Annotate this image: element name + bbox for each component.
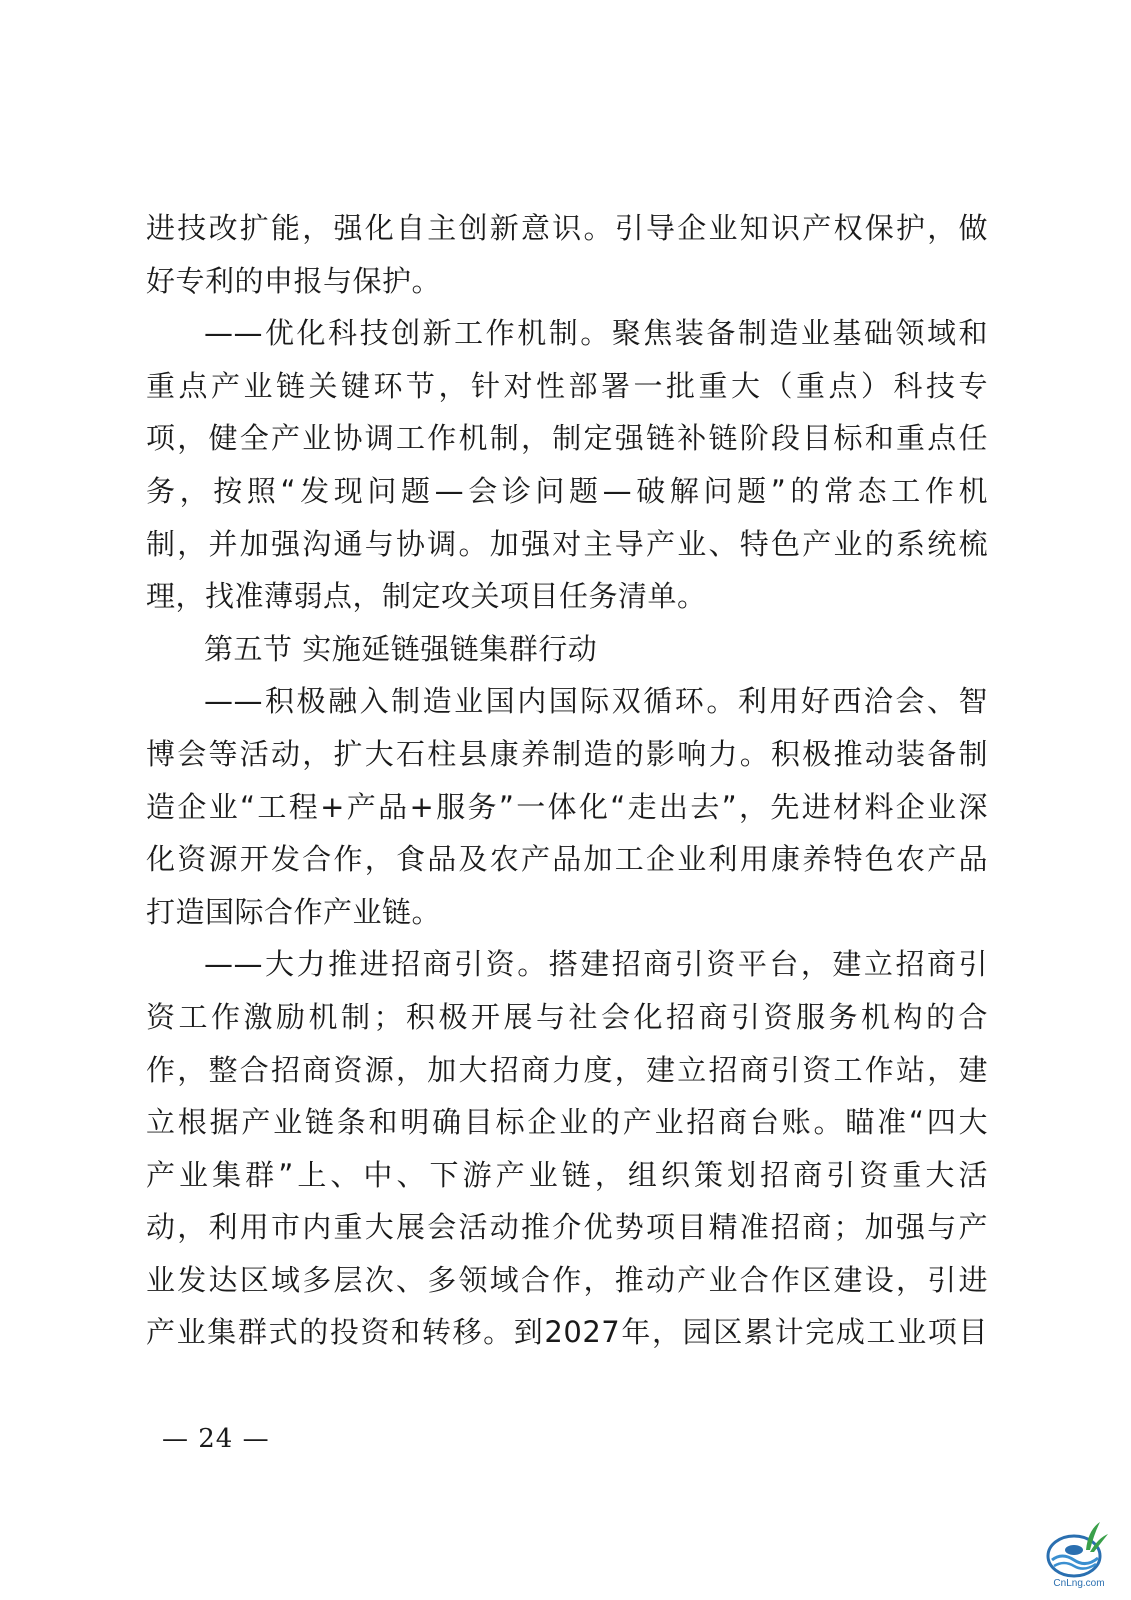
text-line-8: 理，找准薄弱点，制定攻关项目任务清单。 xyxy=(146,579,707,614)
text-line-10: ——积极融入制造业国内国际双循环。利用好西洽会、智 xyxy=(204,684,988,719)
text-line-22: 产业集群式的投资和转移。到2027年，园区累计完成工业项目 xyxy=(146,1315,988,1350)
text-line-14: 打造国际合作产业链。 xyxy=(146,894,442,929)
text-line-16: 资工作激励机制；积极开展与社会化招商引资服务机构的合 xyxy=(146,999,988,1034)
page-number: — 24 — xyxy=(162,1424,270,1454)
text-line-13: 化资源开发合作，食品及农产品加工企业利用康养特色农产品 xyxy=(146,842,988,877)
text-line-20: 动，利用市内重大展会活动推介优势项目精准招商；加强与产 xyxy=(146,1210,988,1245)
text-line-7: 制，并加强沟通与协调。加强对主导产业、特色产业的系统梳 xyxy=(146,526,988,561)
text-line-2: 好专利的申报与保护。 xyxy=(146,263,442,298)
site-logo-text: CnLng.com xyxy=(1053,1578,1105,1589)
text-line-18: 立根据产业链条和明确目标企业的产业招商台账。瞄准“四大 xyxy=(146,1105,988,1140)
site-logo-icon xyxy=(1042,1520,1112,1580)
text-line-1: 进技改扩能，强化自主创新意识。引导企业知识产权保护，做 xyxy=(146,211,988,245)
text-line-17: 作，整合招商资源，加大招商力度，建立招商引资工作站，建 xyxy=(146,1052,988,1087)
text-line-3: ——优化科技创新工作机制。聚焦装备制造业基础领域和 xyxy=(204,316,988,351)
text-line-19: 产业集群”上、中、下游产业链，组织策划招商引资重大活 xyxy=(146,1157,988,1192)
text-line-15: ——大力推进招商引资。搭建招商引资平台，建立招商引 xyxy=(204,947,988,982)
text-line-21: 业发达区域多层次、多领域合作，推动产业合作区建设，引进 xyxy=(146,1262,988,1297)
text-line-11: 博会等活动，扩大石柱县康养制造的影响力。积极推动装备制 xyxy=(146,736,988,771)
text-line-6: 务，按照“发现问题—会诊问题—破解问题”的常态工作机 xyxy=(146,473,988,508)
text-line-5: 项，健全产业协调工作机制，制定强链补链阶段目标和重点任 xyxy=(146,421,988,456)
text-line-12: 造企业“工程+产品+服务”一体化“走出去”，先进材料企业深 xyxy=(146,789,988,824)
section-heading: 第五节 实施延链强链集群行动 xyxy=(204,631,598,666)
body-text xyxy=(146,202,988,1359)
text-line-4: 重点产业链关键环节，针对性部署一批重大（重点）科技专 xyxy=(146,368,988,403)
